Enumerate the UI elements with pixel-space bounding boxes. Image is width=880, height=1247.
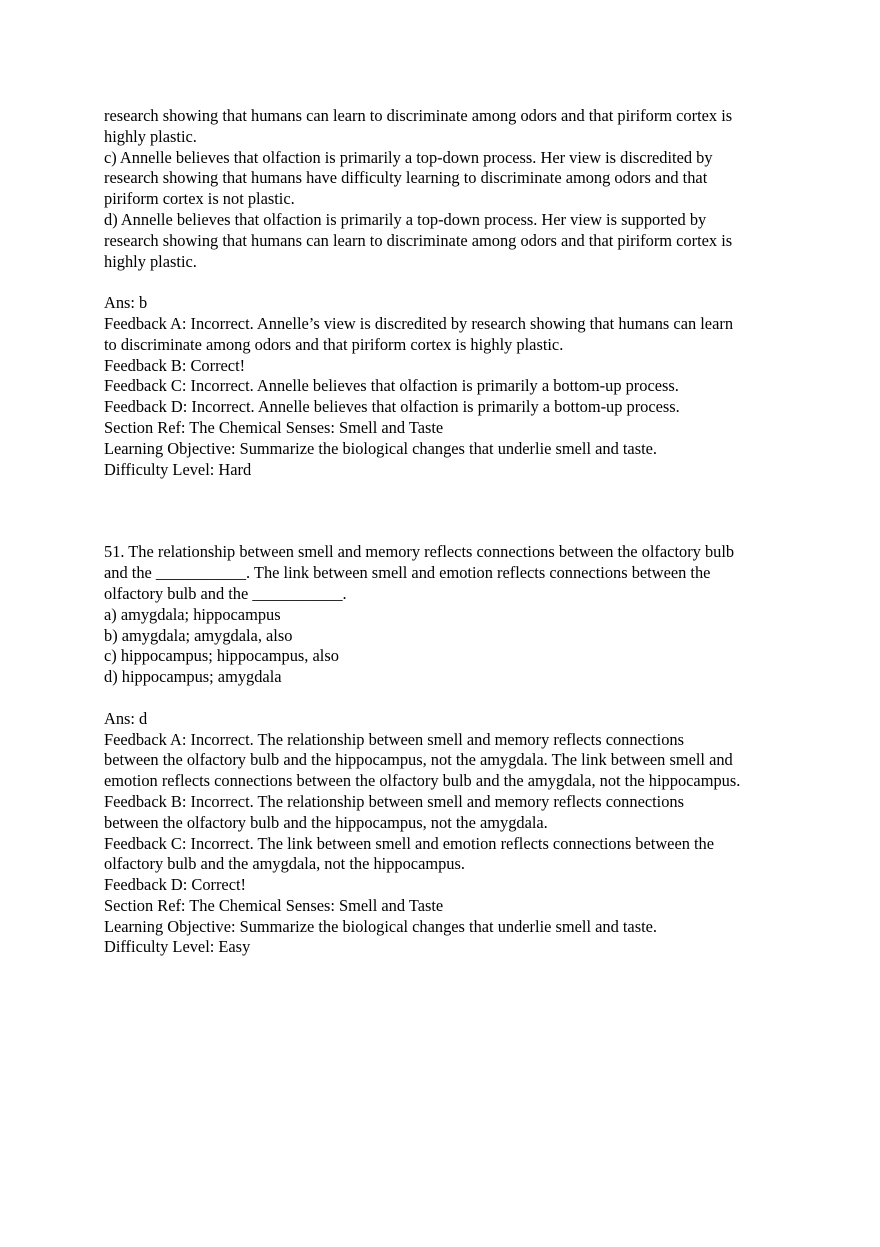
text-line: Feedback A: Incorrect. The relationship between smell and memory reflects connections xyxy=(104,729,684,749)
q51-section-ref: Section Ref: The Chemical Senses: Smell and Taste xyxy=(104,895,444,915)
q50-option-d xyxy=(104,210,794,272)
text-line: piriform cortex is not plastic. xyxy=(104,189,295,209)
text-line: Feedback C: Incorrect. The link between smell and emotion reflects connections between the xyxy=(104,833,715,853)
text-line: highly plastic. xyxy=(104,251,197,271)
document-page xyxy=(104,106,794,958)
q50-feedback-b: Feedback B: Correct! xyxy=(104,355,246,375)
text-line: highly plastic. xyxy=(104,126,197,146)
q50-difficulty: Difficulty Level: Hard xyxy=(104,459,252,479)
q51-option-c: c) hippocampus; hippocampus, also xyxy=(104,646,339,666)
text-line: emotion reflects connections between the olfactory bulb and the amygdala, not the hippocampus. xyxy=(104,771,741,791)
text-line: d) Annelle believes that olfaction is primarily a top-down process. Her view is supported by xyxy=(104,209,707,229)
q51-feedback-a xyxy=(104,730,794,792)
q51-feedback-d: Feedback D: Correct! xyxy=(104,875,246,895)
q51-option-b: b) amygdala; amygdala, also xyxy=(104,625,293,645)
q51-difficulty: Difficulty Level: Easy xyxy=(104,937,251,957)
q50-feedback-c: Feedback C: Incorrect. Annelle believes that olfaction is primarily a bottom-up process. xyxy=(104,376,679,396)
text-line: c) Annelle believes that olfaction is primarily a top-down process. Her view is discredited by xyxy=(104,147,713,167)
text-line: Feedback B: Incorrect. The relationship between smell and memory reflects connections xyxy=(104,791,684,811)
q50-feedback-a xyxy=(104,314,794,356)
q51-stem xyxy=(104,542,794,604)
spacer xyxy=(104,480,794,542)
q51-feedback-c xyxy=(104,834,794,876)
q50-stem-continuation xyxy=(104,106,794,148)
spacer xyxy=(104,272,794,293)
text-line: and the ___________. The link between smell and emotion reflects connections between the xyxy=(104,563,711,583)
q51-answer: Ans: d xyxy=(104,708,148,728)
q51-option-a: a) amygdala; hippocampus xyxy=(104,604,281,624)
q50-feedback-d: Feedback D: Incorrect. Annelle believes that olfaction is primarily a bottom-up process. xyxy=(104,397,680,417)
spacer xyxy=(104,688,794,709)
text-line: between the olfactory bulb and the hippocampus, not the amygdala. xyxy=(104,812,548,832)
text-line: olfactory bulb and the ___________. xyxy=(104,583,347,603)
text-line: between the olfactory bulb and the hippocampus, not the amygdala. The link between smell and xyxy=(104,750,733,770)
q50-option-c xyxy=(104,148,794,210)
text-line: research showing that humans have difficulty learning to discriminate among odors and that xyxy=(104,168,708,188)
q50-answer: Ans: b xyxy=(104,293,148,313)
text-line: research showing that humans can learn to discriminate among odors and that piriform cortex is xyxy=(104,230,733,250)
text-line: 51. The relationship between smell and memory reflects connections between the olfactory bulb xyxy=(104,542,735,562)
q51-feedback-b xyxy=(104,792,794,834)
q51-learning-objective: Learning Objective: Summarize the biological changes that underlie smell and taste. xyxy=(104,916,657,936)
q50-section-ref: Section Ref: The Chemical Senses: Smell and Taste xyxy=(104,417,444,437)
text-line: to discriminate among odors and that piriform cortex is highly plastic. xyxy=(104,334,564,354)
text-line: research showing that humans can learn to discriminate among odors and that piriform cortex is xyxy=(104,106,733,125)
text-line: olfactory bulb and the amygdala, not the hippocampus. xyxy=(104,854,465,874)
q50-learning-objective: Learning Objective: Summarize the biological changes that underlie smell and taste. xyxy=(104,438,657,458)
text-line: Feedback A: Incorrect. Annelle’s view is discredited by research showing that humans can learn xyxy=(104,313,734,333)
q51-option-d: d) hippocampus; amygdala xyxy=(104,667,282,687)
